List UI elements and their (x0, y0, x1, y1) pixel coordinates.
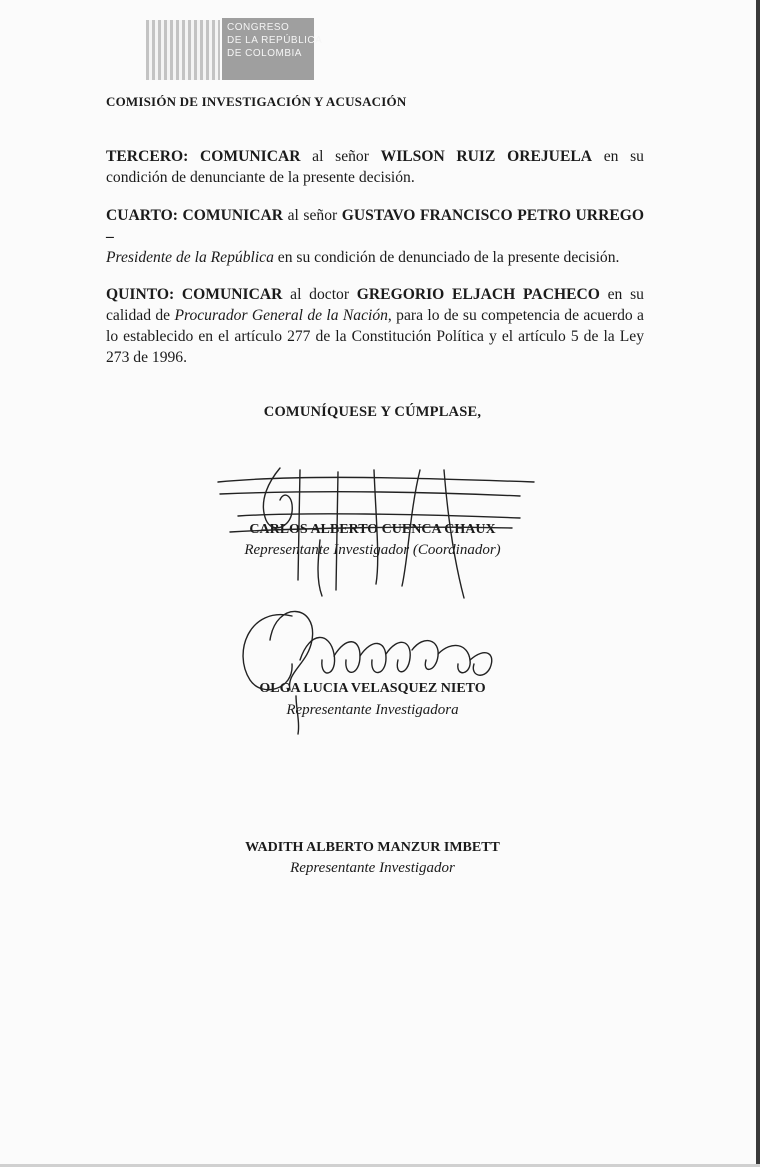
signatory-role: Representante Investigador (290, 860, 455, 876)
text: en su condición de denunciado de la presente decisión. (273, 249, 620, 266)
text: en su condición de denunciante de la presente decisión. (106, 148, 644, 186)
paragraph-cuarto (106, 205, 644, 268)
closing-formula: COMUNÍQUESE Y CÚMPLASE, (263, 404, 482, 420)
signatory-name: OLGA LUCIA VELASQUEZ NIETO (259, 681, 486, 696)
commission-header: COMISIÓN DE INVESTIGACIÓN Y ACUSACIÓN (106, 94, 407, 109)
seal-line: CONGRESO (227, 22, 290, 33)
text: al doctor (282, 286, 357, 303)
signatory-name: WADITH ALBERTO MANZUR IMBETT (245, 840, 500, 855)
text: al señor (283, 207, 342, 224)
seal-line: DE LA REPÚBLICA (227, 35, 323, 46)
paragraph-tercero (106, 146, 644, 188)
signatory-role: Representante Investigador (Coordinador) (244, 542, 501, 558)
person-title: Presidente de la República (106, 249, 274, 266)
seal-text-box (222, 18, 323, 80)
paragraph-quinto (106, 284, 644, 368)
resolution-label: TERCERO: COMUNICAR (106, 148, 301, 165)
resolution-label: CUARTO: COMUNICAR (106, 207, 283, 224)
person-name: WILSON RUIZ OREJUELA (380, 148, 593, 165)
person-name: GUSTAVO FRANCISCO PETRO URREGO – (106, 207, 644, 245)
person-name: GREGORIO ELJACH PACHECO (356, 286, 600, 303)
signatory-name: CARLOS ALBERTO CUENCA CHAUX (249, 522, 496, 537)
seal-stripes (146, 20, 220, 80)
seal-line: DE COLOMBIA (227, 48, 302, 59)
congress-seal-logo (146, 16, 323, 82)
person-title: Procurador General de la Nación (174, 307, 388, 324)
text: al señor (300, 148, 381, 165)
page-edge-right (756, 0, 760, 1167)
signatory-role: Representante Investigadora (286, 702, 459, 718)
text: en su calidad de (106, 286, 644, 324)
text: , para lo de su competencia de acuerdo a lo establecido en el artículo 277 de la Constitución Política y el artículo 5 de la Ley 273 de 1996. (106, 307, 644, 366)
resolution-label: QUINTO: COMUNICAR (106, 286, 283, 303)
